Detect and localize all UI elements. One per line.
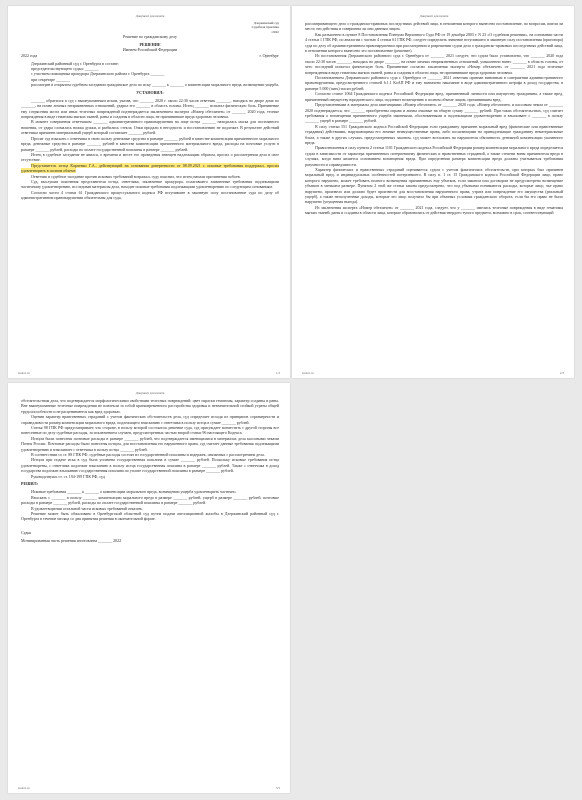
footer-source: sudact.ru [18,786,30,790]
document-subtitle: Именем Российской Федерации [122,47,178,53]
highlighted-paragraph [21,163,279,174]
footer-source: sudact.ru [302,371,314,375]
body-paragraph: Истец в судебное заседание не явился, о времени и месте его проведения извещен надлежащим образом, просил о рассмотрении дела в свое отсутствие. [21,151,279,163]
body-paragraph: Руководствуясь ст. ст. 194-199 ГПК РФ, суд [31,473,105,479]
body-paragraph: В силу статьи 151 Гражданского кодекса Российской Федерации если гражданину причинен моральный вред (физические или нравственные страдания) действиями, нарушающими его личные неимущественные права, либо посягающими на принадлежащие гражданину нематериальные блага, а также в других случаях, предусмотренных законом, суд может возложить на нарушителя обязанность денежной компенсации указанного вреда. [305,123,563,145]
decision-paragraph: Взыскать с _______ в пользу _______ компенсацию морального вреда в размере _______ рублей, ущерб в размере _______ рублей, почтовые расходы в размере _______ рублей, расходы по оплате государственной пошлины в размере _______ рублей. [21,494,279,506]
secretary-line: при секретаре _______ [31,76,70,82]
case-subject: рассмотрев в открытом судебном заседании гражданское дело по иску _______ к _______ о компенсации морального вреда, возмещении ущерба, [31,82,280,88]
body-paragraph: Истцом были понесены почтовые расходы в размере _______ рублей, что подтверждается имеющимися в материалах дела кассовыми чеками Почты России. Почтовые расходы были понесены истцом, для восстановления его нарушенного права, суд считает данные требования подлежащими удовлетворению и взыскивает с ответчика в пользу истца _______ рублей. [21,435,279,452]
header-practice: Судебная практика [251,25,279,30]
footer-source: sudact.ru [18,371,30,375]
footer-page-number: 1/3 [275,371,280,375]
court-composition: Дзержинский районный суд г. Оренбурга в составе: [31,60,119,66]
body-paragraph: Суд, выслушав пояснения представителя истца, ответчика, заключение прокурора, полагавшего заявленные требования подлежащими частичному удовлетворению, исследовав материалы дела, находит исковые требования подлежащими удовлетворению по следующим основаниям. [21,178,279,190]
body-paragraph: обстоятельствам дела, что подтверждается морфологическими свойствами телесных повреждений: цвет окраски гематомы, характер ссадины и раны. Вне вышеуказанные телесные повреждения не повлекли за собой кратковременного расстройства здоровья и незначительной стойкой утраты общей трудоспособности и не расцениваются как вред здоровью. [21,398,279,414]
decision-paragraph: Решение может быть обжаловано в Оренбургский областной суд путем подачи апелляционной жалобы в Дзержинский районный суд г. Оренбурга в течение месяца со дня принятия решения в окончательной форме. [21,510,279,522]
header-court: Дзержинский суд [253,21,279,25]
body-paragraph: Оценив характер нравственных страданий с учетом фактических обстоятельств дела, суд определяет исходя из принципов соразмерности и справедливости размер компенсации морального вреда, подлежащего взысканию с ответчика в пользу истца в сумме _______ рублей. [21,414,279,425]
motivated-decision-date: Мотивированная часть решения изготовлена _______ 2022 [21,537,122,543]
body-paragraph: Ответчик в судебное заседание против исковых требований возражал, суду пояснил, что истец напали причинения побоев. [31,173,241,179]
page-watermark: Документ для печати [419,14,449,18]
presiding-judge: председательствующего судьи: _______ [31,66,99,72]
body-paragraph: Характер физических и нравственных страданий оценивается судом с учетом фактических обстоятельств, при которых был причинен моральный вред, и индивидуальных особенностей потерпевшего. В силу п. 1 ст. 15 Гражданского кодекса Российской Федерации лицо, право которого нарушено, может требовать полного возмещения причиненных ему убытков, если законом или договором не предусмотрено возмещение убытков в меньшем размере. Пунктом 2 этой же статьи закона предусмотрено, что под убытками понимаются расходы, которые лицо, чье право нарушено, произвело или должно будет произвести для восстановления нарушенного права, утрата или повреждение его имущества (реальный ущерб), а также неполученные доходы, которые это лицо получило бы при обычных условиях гражданского оборота, если бы его право не было нарушено (упущенная выгода). [305,166,563,205]
document-page-1 [8,6,290,378]
prosecutor-line: с участием помощника прокурора Дзержинского района г. Оренбурга _______ [31,71,165,77]
section-ustanovil: УСТАНОВИЛ: [136,90,164,96]
section-reshil: РЕШИЛ: [21,481,38,487]
body-paragraph: _______ обратился в суд с вышеуказанным иском, указав, что _______ 2020 г. около 22:30 часов ответчик _______, находясь во дворе дома по _______, на почве личных неприязненных отношений, ударил его _______ в область головы. Истец _______ испытал физическую боль. Причинение ему сотрясения мозга или иных телесных повреждений подтверждается заключением эксперта «Номер обезличен» от _______ 2020 года, тесные повреждения в виде гематомы мягких тканей, раны и ссадины в области лица, не причинившие вреда здоровью человека. [21,97,279,120]
document-page-2 [292,6,574,378]
body-paragraph: Истцом при подаче иска в суд была уплачена государственная пошлина в сумме _______ рублей. Поскольку исковые требования истца удовлетворены, с ответчика подлежит взысканию в пользу истца государственная пошлина в размере _______ рублей. Также с ответчика в доход государства подлежит взысканию государственная пошлина по уплате государственной пошлины в размере _______ рублей. [21,457,279,474]
decision-paragraph: Исковые требования _______ к _______ о компенсации морального вреда, возмещении ущерба удовлетворить частично. [31,489,237,495]
page-footer [8,371,290,375]
body-paragraph: Согласно части 4 статьи 61 Гражданского процессуального кодекса РФ вступившее в законную силу постановление суда по делу об административном правонарушении обязательны для суда, [21,189,279,201]
page-watermark: Документ для печати [135,14,165,18]
body-paragraph: Правоотношения в силу пункта 2 статьи 1101 Гражданского кодекса Российской Федерации размер компенсации морального вреда определяется судом в зависимости от характера причиненных потерпевшему физических и нравственных страданий, а также степени вины причинителя вреда в случаях, когда вина является основанием возмещения вреда. При определении размера компенсации вреда должны учитываться требования разумности и справедливости. [305,145,563,167]
body-paragraph: Статья 98 ГПК РФ предусматривает, что стороне, в пользу которой состоялось решение суда, суд присуждает возместить с другой стороны все понесенные по делу судебные расходы, за исключением случаев, предусмотренных частью второй статьи 96 настоящего Кодекса. [21,425,279,436]
footer-page-number: 2/3 [559,371,564,375]
decision-city: г. Оренбург [259,52,279,58]
body-paragraph: Постановлением Дзержинского районного суда г. Оренбурга от _______ 2021 ответчик признан виновным в совершении административного правонарушения, предусмотренного статьей 6.1.1 КоАП РФ и ему назначено наказание в виде административного штрафа в доход государства, в размере 5 000 (пять) тысяч рублей. [305,75,563,91]
body-paragraph: Как разъяснено в пункте 8 Постановления Пленума Верховного Суда РФ от 19 декабря 2003 г. N 23 «О судебном решении», на основании части 4 статьи 1 ГПК РФ, по аналогии с частью 4 статьи 61 ГПК РФ, следует определить значение вступившего в законную силу постановления (приговора) суда по делу об административном правонарушении при рассмотрении и разрешении судом дела о гражданско-правовых последствиях действий лица, в отношении которого вынесено это постановление (решение). [305,31,563,54]
body-paragraph: Из заключения эксперта «Номер обезличен» от _______ 2021 года, следует, что у _______ имелись телесные повреждения в виде гематомы мягких тканей, раны и ссадины в области лица, которые образовались от действия твердого тупого предмета, возможно в срок, соответствующий [305,204,563,216]
case-header [21,21,279,34]
decision-date: 2022 года [21,52,38,58]
body-paragraph: Согласно статье 1064 Гражданского кодекса Российской Федерации вред, причиненный личности или имуществу гражданина, а также вред, причиненный имуществу юридического лица, подлежит возмещению в полном объеме лицом, причинившим вред. [305,91,563,102]
document-title: РЕШЕНИЕ [139,42,161,48]
body-paragraph: В соответствии со ст. 88 ГПК РФ, судебные расходы состоят из государственной пошлины и издержек, связанных с рассмотрением дела. [31,452,265,458]
body-paragraph: Представленными в материалы дела квитанциями «Номер обезличен» от _______ 2020 года, «Номер обезличен» и кассовым чеком от _______ 2020 подтверждается, что _______ приобретены оправа и линзы очковые на общую сумму _______ рублей. При таких обстоятельствах, суд считает требования о возмещении причиненного ущерба законными, обоснованными и подлежащими удовлетворению и взыскивает с _______ в пользу _______ ущерб в размере _______ рублей. [305,102,563,124]
body-paragraph: Просит суд взыскать с ответчика в свою пользу денежные средства в размере _______ рублей в качестве компенсации причиненного морального вреда, денежные средства в размере _______ рублей в качестве компенсации причиненного материального вреда, расходы на почтовые услуги в размере _______ рублей, расходы по оплате государственной пошлины в размере _______ рублей. [21,135,279,152]
footer-page-number: 3/3 [275,786,280,790]
decision-paragraph: В удовлетворении остальной части исковых требований отказать. [31,505,143,511]
page-footer [292,371,574,375]
header-case-number: /2022 [271,29,279,34]
highlighted-text: Представитель истца Карпенко Г.А., действующий на основании доверенности от 08.09.2021 г. исковые требования поддержал, просил удовлетворить в полном объеме. [21,162,279,174]
page-footer [8,786,290,790]
body-paragraph: В момент совершения ответчиком _______ административного правонарушения на лице истца _______ находилась маска для постоянного ношения, от удара сломалась ножка дужки, и разбились стекла. Очки придали в негодность и восстановлению не подлежат. В результате действий ответчика причинен материальный ущерб который составляет _______ рублей. [21,119,279,136]
case-line: Решение по гражданскому делу [123,34,177,40]
judge-label: Судья [21,529,32,535]
body-paragraph: рассматривающего дело о гражданско-правовых последствиях действий лица, в отношении которого вынесено постановление, по вопросам, имели ли место эти действия и совершены ли они данным лицом. [305,21,563,32]
body-paragraph: Из постановления Дзержинского районного суда г. Оренбурга от _______ 2021 следует, что судом было установлено, что _______ 2020 года около 22:30 часов _______, находясь во дворе _______, на почве личных неприязненных отношений, умышленно нанес _______ в область головы, от чего последний испытал физическую боль. Причинение согласно заключения эксперта «Номер обезличен» от _______ 2021 года телесные повреждения в виде гематомы мягких тканей, раны и ссадины в области лица, не причинившие вреда здоровью человека. [305,53,563,75]
page-watermark: Документ для печати [135,391,165,395]
document-page-3 [8,383,290,793]
